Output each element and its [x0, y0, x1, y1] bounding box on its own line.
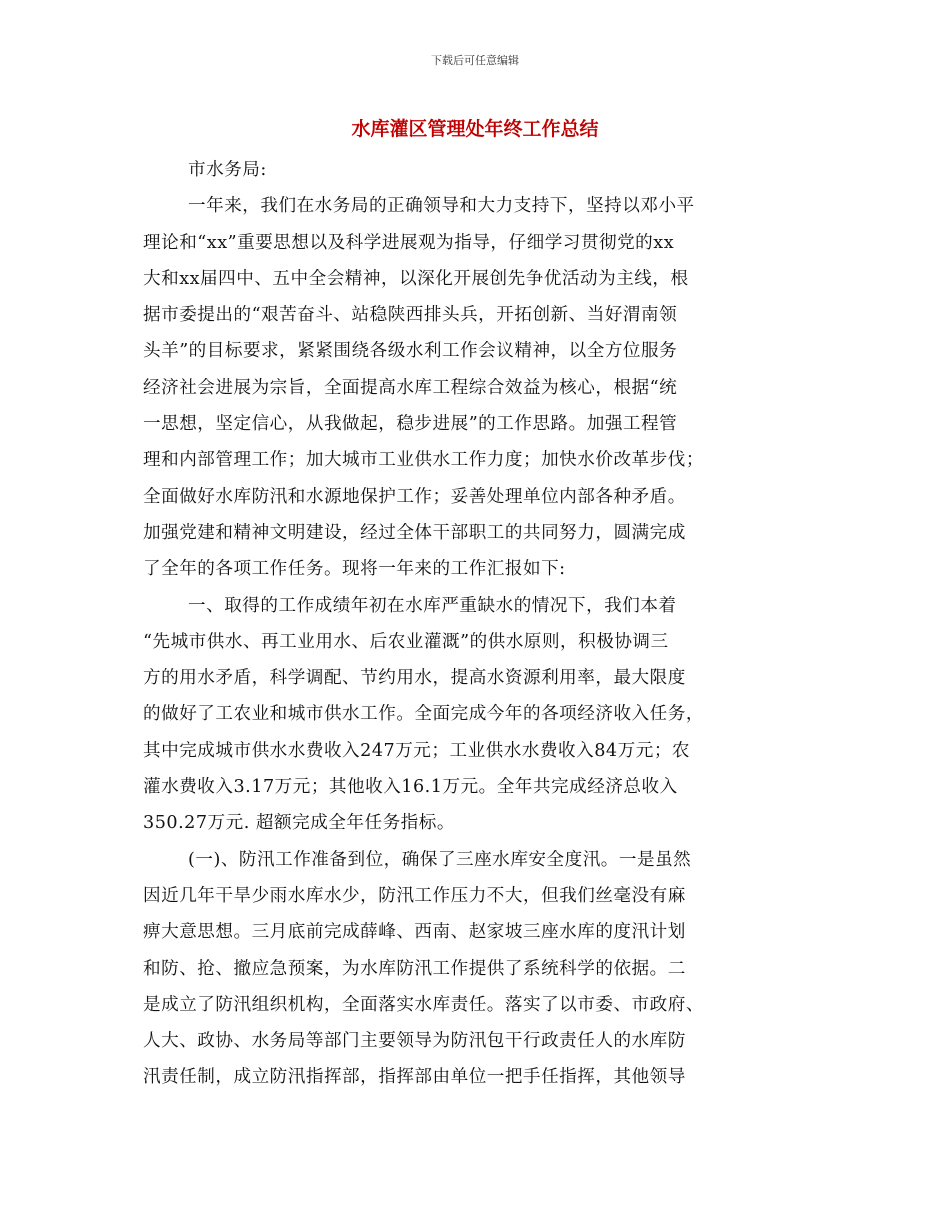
document-body: [143, 152, 808, 1096]
text-line: 一、取得的工作成绩年初在水库严重缺水的情况下，我们本着: [188, 595, 677, 616]
text-line: 350.27万元. 超额完成全年任务指标。: [143, 813, 455, 834]
text-line: 一思想，坚定信心，从我做起，稳步进展”的工作思路。加强工程管: [143, 414, 678, 435]
text-line: 汛责任制，成立防汛指挥部，指挥部由单位一把手任指挥，其他领导: [143, 1067, 686, 1088]
text-line: 加强党建和精神文明建设，经过全体干部职工的共同努力，圆满完成: [143, 522, 686, 543]
text-line: 一年来，我们在水务局的正确领导和大力支持下，坚持以邓小平: [188, 196, 695, 217]
text-line: 灌水费收入3.17万元；其他收入16.1万元。全年共完成经济总收入: [143, 777, 678, 798]
text-line: 理论和“xx”重要思想以及科学进展观为指导，仔细学习贯彻党的xx: [143, 232, 675, 253]
text-line: (一)、防汛工作准备到位，确保了三座水库安全度汛。一是虽然: [188, 849, 692, 870]
document-title: 水库灌区管理处年终工作总结: [351, 118, 599, 140]
text-line: 大和xx届四中、五中全会精神，以深化开展创先争优活动为主线，根: [143, 268, 689, 289]
text-line: “先城市供水、再工业用水、后农业灌溉”的供水原则，积极协调三: [143, 631, 669, 652]
text-line: 其中完成城市供水水费收入247万元；工业供水水费收入84万元；农: [143, 740, 691, 761]
text-line: 全面做好水库防汛和水源地保护工作；妥善处理单位内部各种矛盾。: [143, 486, 686, 507]
page-header: 下载后可任意编辑: [431, 54, 519, 67]
text-line: 经济社会进展为宗旨，全面提高水库工程综合效益为核心，根据“统: [143, 377, 678, 398]
text-line: 理和内部管理工作；加大城市工业供水工作力度；加快水价改革步伐；: [143, 450, 704, 471]
text-line: 头羊”的目标要求，紧紧围绕各级水利工作会议精神，以全方位服务: [143, 341, 678, 362]
text-line: 因近几年干旱少雨水库水少，防汛工作压力不大，但我们丝毫没有麻: [143, 885, 686, 906]
text-line: 了全年的各项工作任务。现将一年来的工作汇报如下:: [143, 559, 566, 580]
text-line: 人大、政协、水务局等部门主要领导为防汛包干行政责任人的水库防: [143, 1031, 686, 1052]
text-line: 据市委提出的“艰苦奋斗、站稳陕西排头兵，开拓创新、当好渭南领: [143, 305, 678, 326]
text-line: 方的用水矛盾，科学调配、节约用水，提高水资源利用率，最大限度: [143, 668, 686, 689]
text-line: 的做好了工农业和城市供水工作。全面完成今年的各项经济收入任务，: [143, 704, 704, 725]
text-line: 和防、抢、撤应急预案，为水库防汛工作提供了系统科学的依据。二: [143, 958, 686, 979]
text-line: 市水务局:: [188, 160, 267, 180]
text-line: 痹大意思想。三月底前完成薛峰、西南、赵家坡三座水库的度汛计划: [143, 922, 686, 943]
text-line: 是成立了防汛组织机构，全面落实水库责任。落实了以市委、市政府、: [143, 994, 704, 1015]
